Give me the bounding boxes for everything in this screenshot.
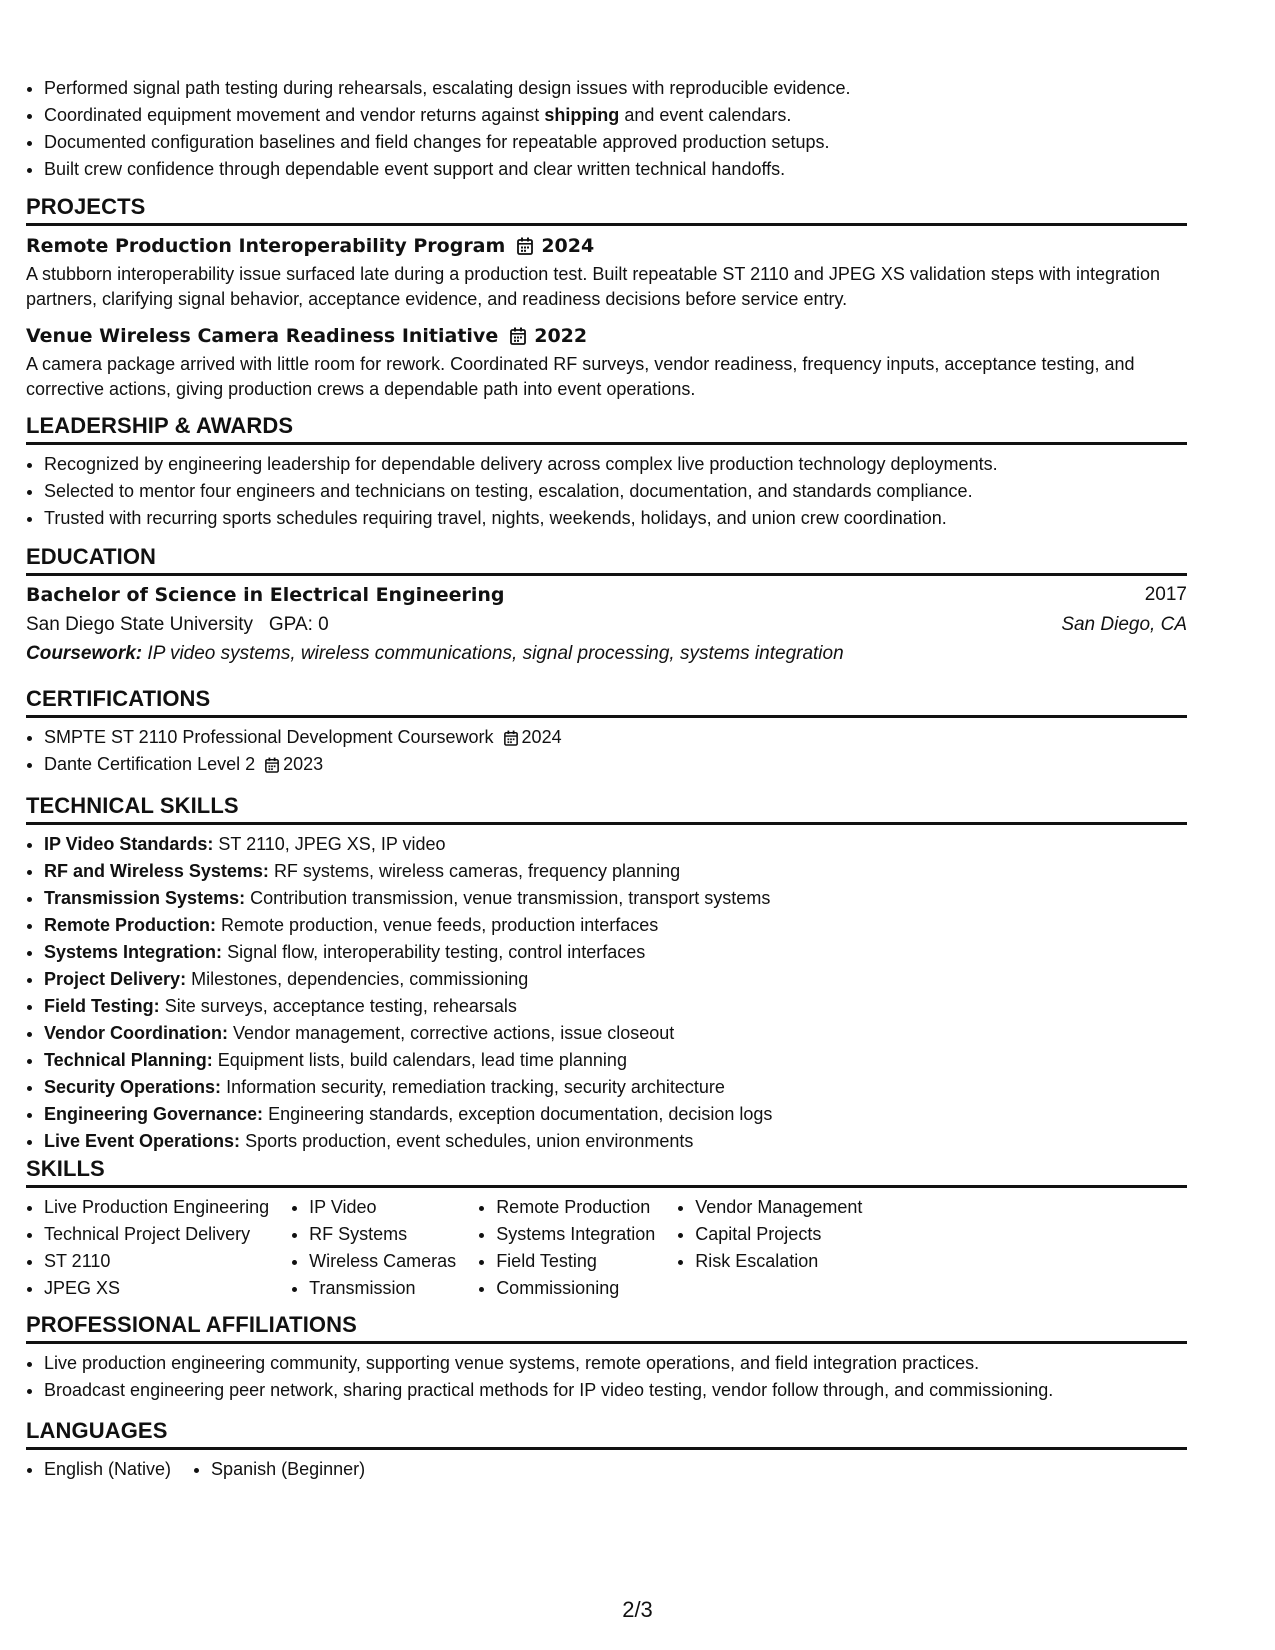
technical-skill-item [44,1128,1187,1155]
education-section [26,543,1187,667]
skill-item: • Capital Projects [695,1221,862,1248]
leadership-list [26,451,1187,532]
certification-item [44,724,1187,751]
skill-values: Information security, remediation tracking, security architecture [226,1077,725,1097]
skill-item: • ST 2110 [44,1248,269,1275]
skill-values: Site surveys, acceptance testing, rehearsals [164,996,517,1016]
skill-values: ST 2110, JPEG XS, IP video [218,834,446,854]
skill-values: Vendor management, corrective actions, issue closeout [233,1023,675,1043]
experience-bullet [44,75,850,102]
technical-skill-item [44,1047,1187,1074]
gpa: GPA: 0 [268,614,329,635]
experience-bullet [44,102,850,129]
technical-skills-section [26,792,1187,1155]
affiliations-list [26,1350,1187,1404]
technical-skill-item [44,1074,1187,1101]
skill-item: • Vendor Management [695,1194,862,1221]
certification-year: 2024 [521,727,562,747]
project-item [26,323,1187,402]
skill-item: • RF Systems [309,1221,456,1248]
bullet-text: Performed signal path testing during rehearsals, escalating design issues with reproducible evidence. [44,78,851,98]
language-item: • English (Native) [44,1456,171,1483]
section-title-projects: PROJECTS [26,193,1187,226]
certifications-section [26,685,1187,778]
technical-skill-item [44,858,1187,885]
skill-values: Milestones, dependencies, commissioning [191,969,529,989]
experience-bullet [44,129,850,156]
project-title: Remote Production Interoperability Program [26,235,506,257]
calendar-icon [517,237,533,255]
languages-section [26,1417,1187,1483]
skill-item: • Field Testing [496,1248,655,1275]
skill-item: • Transmission [309,1275,456,1302]
affiliation-item: • Live production engineering community, supporting venue systems, remote operations, and field integration practices. [44,1350,1187,1377]
technical-skill-item [44,912,1187,939]
degree-title: Bachelor of Science in Electrical Engineering [26,584,505,606]
skill-category: Field Testing: [44,996,160,1016]
bullet-text: Built crew confidence through dependable event support and clear written technical handoffs. [44,159,786,179]
section-title-certifications: CERTIFICATIONS [26,685,1187,718]
coursework [26,640,1187,667]
graduation-year: 2017 [1144,584,1187,605]
affiliations-section [26,1311,1187,1404]
technical-skill-item [44,831,1187,858]
skill-category: Systems Integration: [44,942,223,962]
technical-skill-item [44,939,1187,966]
skill-values: Equipment lists, build calendars, lead time planning [217,1050,627,1070]
technical-skill-item [44,1020,1187,1047]
skill-values: Signal flow, interoperability testing, control interfaces [227,942,646,962]
leadership-item: • Recognized by engineering leadership for dependable delivery across complex live production technology deployments. [44,451,1187,478]
skill-item: • JPEG XS [44,1275,269,1302]
calendar-icon [265,757,279,773]
experience-bullet [44,156,850,183]
project-title: Venue Wireless Camera Readiness Initiative [26,325,499,347]
skill-values: Remote production, venue feeds, production interfaces [221,915,659,935]
skill-values: Engineering standards, exception documentation, decision logs [268,1104,773,1124]
skill-item: • Technical Project Delivery [44,1221,269,1248]
project-year: 2022 [534,325,588,347]
skill-category: IP Video Standards: [44,834,214,854]
certification-name: Dante Certification Level 2 [44,754,256,774]
bullet-text: shipping [544,105,620,125]
technical-skills-list [26,831,1187,1155]
bullet-text: Coordinated equipment movement and vendor returns against [44,105,545,125]
skill-item: • Systems Integration [496,1221,655,1248]
section-title-technical-skills: TECHNICAL SKILLS [26,792,1187,825]
leadership-section [26,412,1187,532]
coursework-text: IP video systems, wireless communications, signal processing, systems integration [147,643,844,664]
skills-column [26,1194,269,1302]
technical-skill-item [44,966,1187,993]
skill-category: Security Operations: [44,1077,222,1097]
skill-item: • Remote Production [496,1194,655,1221]
skills-section [26,1155,1187,1302]
section-title-affiliations: PROFESSIONAL AFFILIATIONS [26,1311,1187,1344]
project-item [26,233,1187,312]
skill-item: • Risk Escalation [695,1248,862,1275]
section-title-leadership: LEADERSHIP & AWARDS [26,412,1187,445]
section-title-education: EDUCATION [26,543,1187,576]
bullet-text: Documented configuration baselines and field changes for repeatable approved production setups. [44,132,830,152]
skill-item: • Wireless Cameras [309,1248,456,1275]
certification-name: SMPTE ST 2110 Professional Development Coursework [44,727,494,747]
page-number: 2/3 [622,1597,653,1622]
coursework-label: Coursework: [26,643,143,664]
affiliation-item: • Broadcast engineering peer network, sharing practical methods for IP video testing, vendor follow through, and commissioning. [44,1377,1187,1404]
skill-values: RF systems, wireless cameras, frequency planning [273,861,681,881]
project-year: 2024 [541,235,595,257]
skill-values: Sports production, event schedules, union environments [245,1131,694,1151]
certification-year: 2023 [283,754,324,774]
skill-category: Remote Production: [44,915,217,935]
certification-item [44,751,1187,778]
language-item: • Spanish (Beginner) [211,1456,365,1483]
skills-columns [26,1194,1187,1302]
technical-skill-item [44,885,1187,912]
skill-category: RF and Wireless Systems: [44,861,269,881]
skill-item: • Commissioning [496,1275,655,1302]
skill-values: Contribution transmission, venue transmission, transport systems [250,888,771,908]
skill-category: Vendor Coordination: [44,1023,228,1043]
skill-item: • IP Video [309,1194,456,1221]
leadership-item: • Trusted with recurring sports schedules requiring travel, nights, weekends, holidays, and union crew coordination. [44,505,1187,532]
skill-category: Engineering Governance: [44,1104,264,1124]
project-description: A camera package arrived with little room for rework. Coordinated RF surveys, vendor readiness, frequency inputs, acceptance testing, and corrective actions, giving production crews a dependable path into event operations. [26,354,1135,399]
project-description: A stubborn interoperability issue surfaced late during a production test. Built repeatable ST 2110 and JPEG XS validation steps with integration partners, clarifying signal behavior, acceptance evidence, and readiness decisions before service entry. [26,264,1161,309]
skill-category: Live Event Operations: [44,1131,241,1151]
skills-column [291,1194,456,1302]
calendar-icon [510,327,526,345]
skill-item: • Live Production Engineering [44,1194,269,1221]
bullet-text: and event calendars. [619,105,792,125]
school-location: San Diego, CA [1061,614,1187,635]
projects-section [26,193,1187,402]
technical-skill-item [44,993,1187,1020]
skill-category: Project Delivery: [44,969,187,989]
technical-skill-item [44,1101,1187,1128]
skills-column [677,1194,862,1302]
certifications-list [26,724,1187,778]
school-name: San Diego State University [26,614,254,635]
section-title-languages: LANGUAGES [26,1417,1187,1450]
section-title-skills: SKILLS [26,1155,1187,1188]
calendar-icon [504,730,518,746]
skill-category: Technical Planning: [44,1050,213,1070]
skill-category: Transmission Systems: [44,888,246,908]
leadership-item: • Selected to mentor four engineers and technicians on testing, escalation, documentation, and standards compliance. [44,478,1187,505]
skills-column [478,1194,655,1302]
experience-bullets [26,75,850,183]
